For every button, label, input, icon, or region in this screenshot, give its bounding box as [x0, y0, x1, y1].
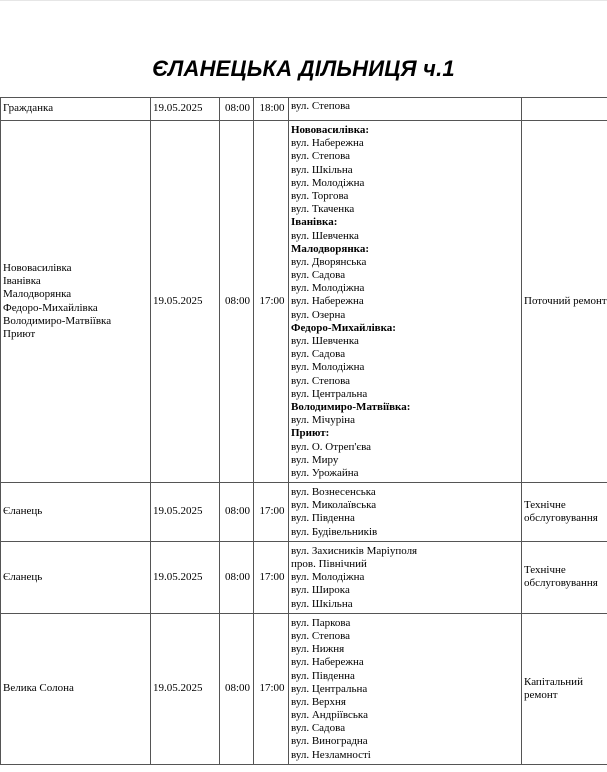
settlement-name: Велика Солона	[3, 682, 74, 695]
start-time-cell: 08:00	[220, 121, 254, 483]
start-time-cell: 08:00	[220, 98, 254, 121]
street-name: вул. Незламності	[291, 748, 371, 761]
end-time-cell: 17:00	[254, 541, 289, 613]
street-name: вул. Південна	[291, 669, 355, 682]
street-name: вул. Садова	[291, 269, 346, 282]
street-name: вул. Верхня	[291, 695, 346, 708]
settlement-name: Єланець	[3, 505, 43, 518]
street-name: вул. Широка	[291, 584, 350, 597]
street-name: вул. Паркова	[291, 616, 351, 629]
settlement-name: Малодворянка	[3, 288, 72, 301]
street-name: вул. Шкільна	[291, 163, 353, 176]
settlement-name: Приют	[3, 327, 36, 340]
village-heading: Приют:	[291, 427, 330, 440]
end-time-cell: 17:00	[254, 483, 289, 542]
street-name: вул. Садова	[291, 348, 346, 361]
settlements-cell	[1, 121, 151, 483]
street-name: вул. Південна	[291, 512, 355, 525]
streets-cell	[289, 613, 522, 764]
outage-schedule-table	[0, 97, 607, 765]
page-title: ЄЛАНЕЦЬКА ДІЛЬНИЦЯ ч.1	[152, 56, 455, 81]
village-heading: Володимиро-Матвіївка:	[291, 400, 411, 413]
street-name: вул. Набережна	[291, 656, 364, 669]
street-name: вул. Будівельників	[291, 525, 378, 538]
street-name: вул. Центральна	[291, 682, 368, 695]
street-name: пров. Північний	[291, 558, 367, 570]
streets-cell	[289, 541, 522, 613]
street-name: вул. Молодіжна	[291, 361, 365, 374]
settlements-cell	[1, 613, 151, 764]
settlements-cell	[1, 541, 151, 613]
start-time-cell: 08:00	[220, 613, 254, 764]
end-time-cell: 17:00	[254, 613, 289, 764]
street-name: вул. Центральна	[291, 387, 368, 400]
street-name: вул. Шевченка	[291, 229, 359, 242]
street-name: вул. Садова	[291, 722, 346, 735]
work-type-cell: Технічне обслуговування	[522, 483, 607, 542]
street-name: вул. Озерна	[291, 308, 346, 321]
village-heading: Малодворянка:	[291, 242, 370, 255]
street-name: вул. Шкільна	[291, 597, 353, 610]
table-row	[1, 541, 607, 613]
settlement-name: Володимиро-Матвіївка	[3, 314, 112, 327]
street-name: вул. Степова	[291, 374, 351, 387]
work-type-cell	[522, 98, 607, 121]
streets-cell	[289, 483, 522, 542]
street-name: вул. Ткаченка	[291, 203, 355, 216]
street-name: вул. Захисників Маріуполя	[291, 544, 418, 557]
date-cell: 19.05.2025	[151, 541, 220, 613]
table-row	[1, 98, 607, 121]
street-name: вул. Миру	[291, 453, 339, 466]
settlements-cell	[1, 98, 151, 121]
street-name: вул. Нижня	[291, 643, 345, 656]
end-time-cell: 18:00	[254, 98, 289, 121]
village-heading: Нововасилівка:	[291, 124, 370, 136]
street-name: вул. Молодіжна	[291, 571, 365, 584]
street-name: вул. Степова	[291, 100, 351, 112]
street-name: вул. Набережна	[291, 295, 364, 308]
street-name: вул. Шевченка	[291, 335, 359, 347]
street-name: вул. Дворянська	[291, 255, 367, 268]
outage-schedule-body	[1, 98, 607, 765]
date-cell: 19.05.2025	[151, 483, 220, 542]
table-row	[1, 121, 607, 483]
page-top-border	[0, 0, 607, 1]
date-cell: 19.05.2025	[151, 613, 220, 764]
start-time-cell: 08:00	[220, 541, 254, 613]
settlements-cell	[1, 483, 151, 542]
street-name: вул. Андріївська	[291, 709, 368, 722]
village-heading: Іванівка:	[291, 216, 338, 229]
work-type-cell: Капітальний ремонт	[522, 613, 607, 764]
street-name: вул. Торгова	[291, 189, 349, 202]
date-cell: 19.05.2025	[151, 121, 220, 483]
start-time-cell: 08:00	[220, 483, 254, 542]
street-name: вул. Молодіжна	[291, 282, 365, 295]
street-name: вул. Мічуріна	[291, 414, 356, 427]
street-name: вул. Вознесенська	[291, 486, 376, 499]
work-type-cell: Технічне обслуговування	[522, 541, 607, 613]
streets-cell	[289, 98, 522, 121]
settlement-name: Федоро-Михайлівка	[3, 301, 98, 314]
street-name: вул. Степова	[291, 629, 351, 642]
street-name: вул. Виноградна	[291, 735, 368, 748]
end-time-cell: 17:00	[254, 121, 289, 483]
table-row	[1, 483, 607, 542]
street-name: вул. Степова	[291, 150, 351, 163]
date-cell: 19.05.2025	[151, 98, 220, 121]
village-heading: Федоро-Михайлівка:	[291, 321, 396, 334]
street-name: вул. Урожайна	[291, 466, 359, 479]
table-row	[1, 613, 607, 764]
street-name: вул. Молодіжна	[291, 176, 365, 189]
settlement-name: Гражданка	[3, 102, 54, 115]
work-type-cell: Поточний ремонт	[522, 121, 607, 483]
settlement-name: Іванівка	[3, 275, 41, 288]
street-name: вул. Набережна	[291, 137, 364, 150]
settlement-name: Нововасилівка	[3, 261, 72, 274]
settlement-name: Єланець	[3, 570, 43, 583]
street-name: вул. О. Отреп'єва	[291, 440, 372, 453]
street-name: вул. Миколаївська	[291, 499, 377, 512]
streets-cell	[289, 121, 522, 483]
